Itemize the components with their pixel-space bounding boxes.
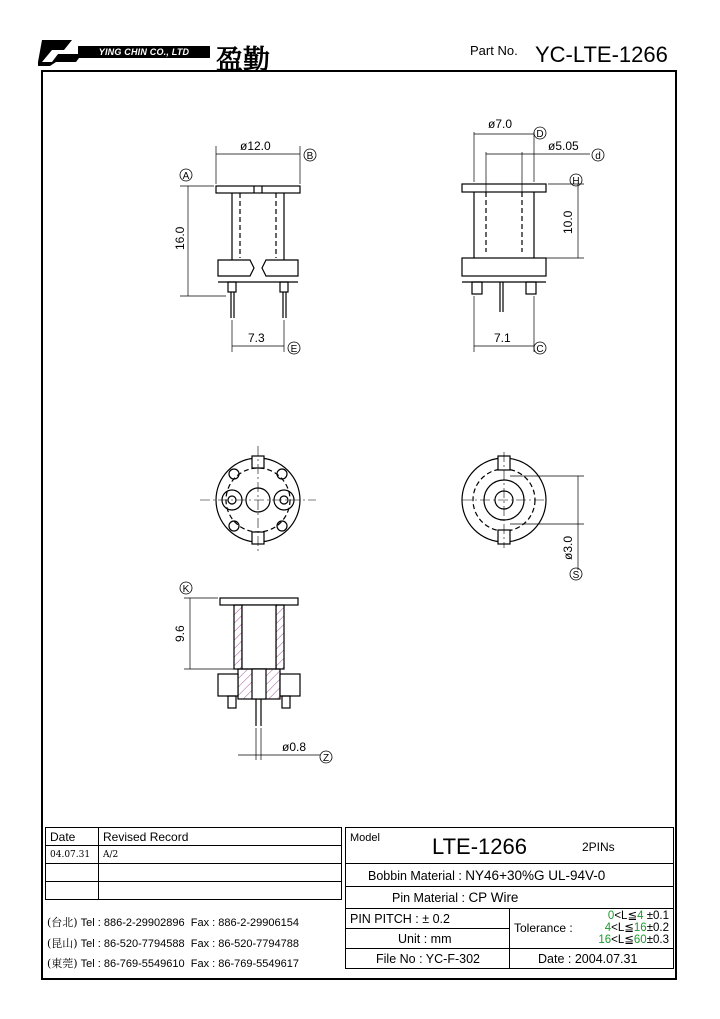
ref-B: B — [306, 151, 314, 162]
dim-inner-diameter: ø5.05 — [548, 139, 579, 153]
date-value: 2004.07.31 — [574, 951, 638, 966]
contact-row — [47, 913, 299, 934]
tolerance-row: 4<L≦16±0.2 — [604, 922, 669, 934]
ref-C: C — [536, 344, 544, 355]
revision-record — [99, 864, 342, 882]
ref-H: H — [572, 176, 580, 187]
revision-date: 04.07.31 — [46, 846, 99, 864]
pin-material-value: CP Wire — [468, 890, 519, 905]
dim-pin-spacing-side: 7.1 — [494, 331, 511, 345]
tolerance-cell — [510, 909, 674, 949]
dim-pin-diameter: ø0.8 — [282, 740, 307, 754]
date-cell — [510, 949, 674, 969]
contact-tel: Tel : 886-2-29902896 — [80, 917, 185, 929]
pin-material-cell — [346, 887, 674, 909]
contact-fax: Fax : 86-769-5549617 — [190, 958, 299, 970]
company-name-en: YING CHIN CO., LTD — [78, 46, 210, 58]
tolerance-value: ±0.2 — [646, 922, 669, 934]
dim-total-height: 16.0 — [173, 226, 187, 250]
pin-pitch-value: ± 0.2 — [422, 911, 450, 926]
pin-count: 2PINs — [582, 840, 615, 854]
contact-tel: Tel : 86-769-5549610 — [80, 958, 185, 970]
dim-winding-height: 10.0 — [561, 210, 575, 234]
bobbin-material-value: NY46+30%G UL-94V-0 — [465, 867, 606, 883]
revision-record-header: Revised Record — [99, 828, 342, 846]
dim-pin-spacing-front: 7.3 — [248, 331, 265, 345]
ref-K: K — [182, 584, 190, 595]
contact-row — [47, 934, 299, 955]
model-label: Model — [350, 832, 380, 844]
file-no-cell — [346, 949, 510, 969]
contact-block — [47, 913, 299, 975]
tolerance-value: ±0.3 — [646, 934, 669, 946]
tolerance-low: 4 — [604, 922, 612, 934]
unit-cell — [346, 929, 510, 949]
contact-city: (東莞) — [47, 957, 78, 970]
dim-section-height: 9.6 — [173, 625, 187, 642]
ref-S: S — [572, 570, 580, 581]
tolerance-high: 16 — [633, 922, 647, 934]
tolerance-low: 16 — [598, 934, 612, 946]
dim-hole-diameter: ø3.0 — [561, 535, 575, 560]
dim-bobbin-diameter: ø12.0 — [240, 139, 271, 153]
tolerance-high: 4 — [637, 910, 644, 922]
tolerance-high: 60 — [633, 934, 647, 946]
ref-A: A — [182, 171, 190, 182]
revision-record — [99, 882, 342, 900]
company-name-cn: 盈勤 — [216, 45, 270, 76]
spec-table — [345, 827, 674, 969]
drawing-header — [0, 0, 720, 76]
section-view — [184, 598, 320, 760]
revision-date — [46, 864, 99, 882]
ref-D: D — [536, 129, 544, 140]
unit-label: Unit : — [398, 931, 428, 946]
pin-pitch-label: PIN PITCH : — [350, 911, 419, 926]
side-view — [462, 132, 590, 352]
model-value: LTE-1266 — [432, 834, 527, 859]
front-view — [180, 146, 300, 352]
technical-drawing — [41, 70, 677, 830]
date-label: Date : — [538, 951, 572, 966]
unit-value: mm — [430, 931, 452, 946]
contact-tel: Tel : 86-520-7794588 — [80, 937, 185, 950]
tolerance-row: 0<L≦4 ±0.1 — [607, 910, 669, 922]
revision-table — [45, 827, 342, 900]
revision-date-header: Date — [46, 828, 99, 846]
ref-E: E — [290, 344, 298, 355]
contact-fax: Fax : 886-2-29906154 — [190, 917, 299, 929]
tolerance-label: Tolerance : — [514, 921, 573, 935]
part-no-label: Part No. — [470, 43, 518, 58]
bobbin-material-cell — [346, 864, 674, 887]
contact-city: (昆山) — [47, 936, 78, 950]
revision-record: A/2 — [99, 846, 342, 864]
pin-pitch-cell — [346, 909, 510, 929]
bottom-view — [200, 446, 316, 554]
file-no-value: YC-F-302 — [425, 951, 480, 966]
dim-flange-diameter: ø7.0 — [488, 117, 513, 131]
contact-city: (台北) — [47, 916, 78, 929]
tolerance-list — [598, 910, 669, 946]
file-no-label: File No : — [376, 951, 423, 966]
tolerance-value: ±0.1 — [646, 910, 669, 922]
revision-date — [46, 882, 99, 900]
model-cell — [346, 828, 674, 864]
ref-Z: Z — [322, 753, 330, 764]
bobbin-material-label: Bobbin Material : — [368, 868, 462, 883]
ref-d: d — [595, 151, 601, 162]
contact-row — [47, 954, 299, 975]
pin-material-label: Pin Material : — [392, 891, 465, 905]
tolerance-row: 16<L≦60±0.3 — [598, 934, 669, 946]
tolerance-low: 0 — [607, 910, 615, 922]
contact-fax: Fax : 86-520-7794788 — [190, 937, 299, 950]
part-no-value: YC-LTE-1266 — [535, 42, 668, 67]
